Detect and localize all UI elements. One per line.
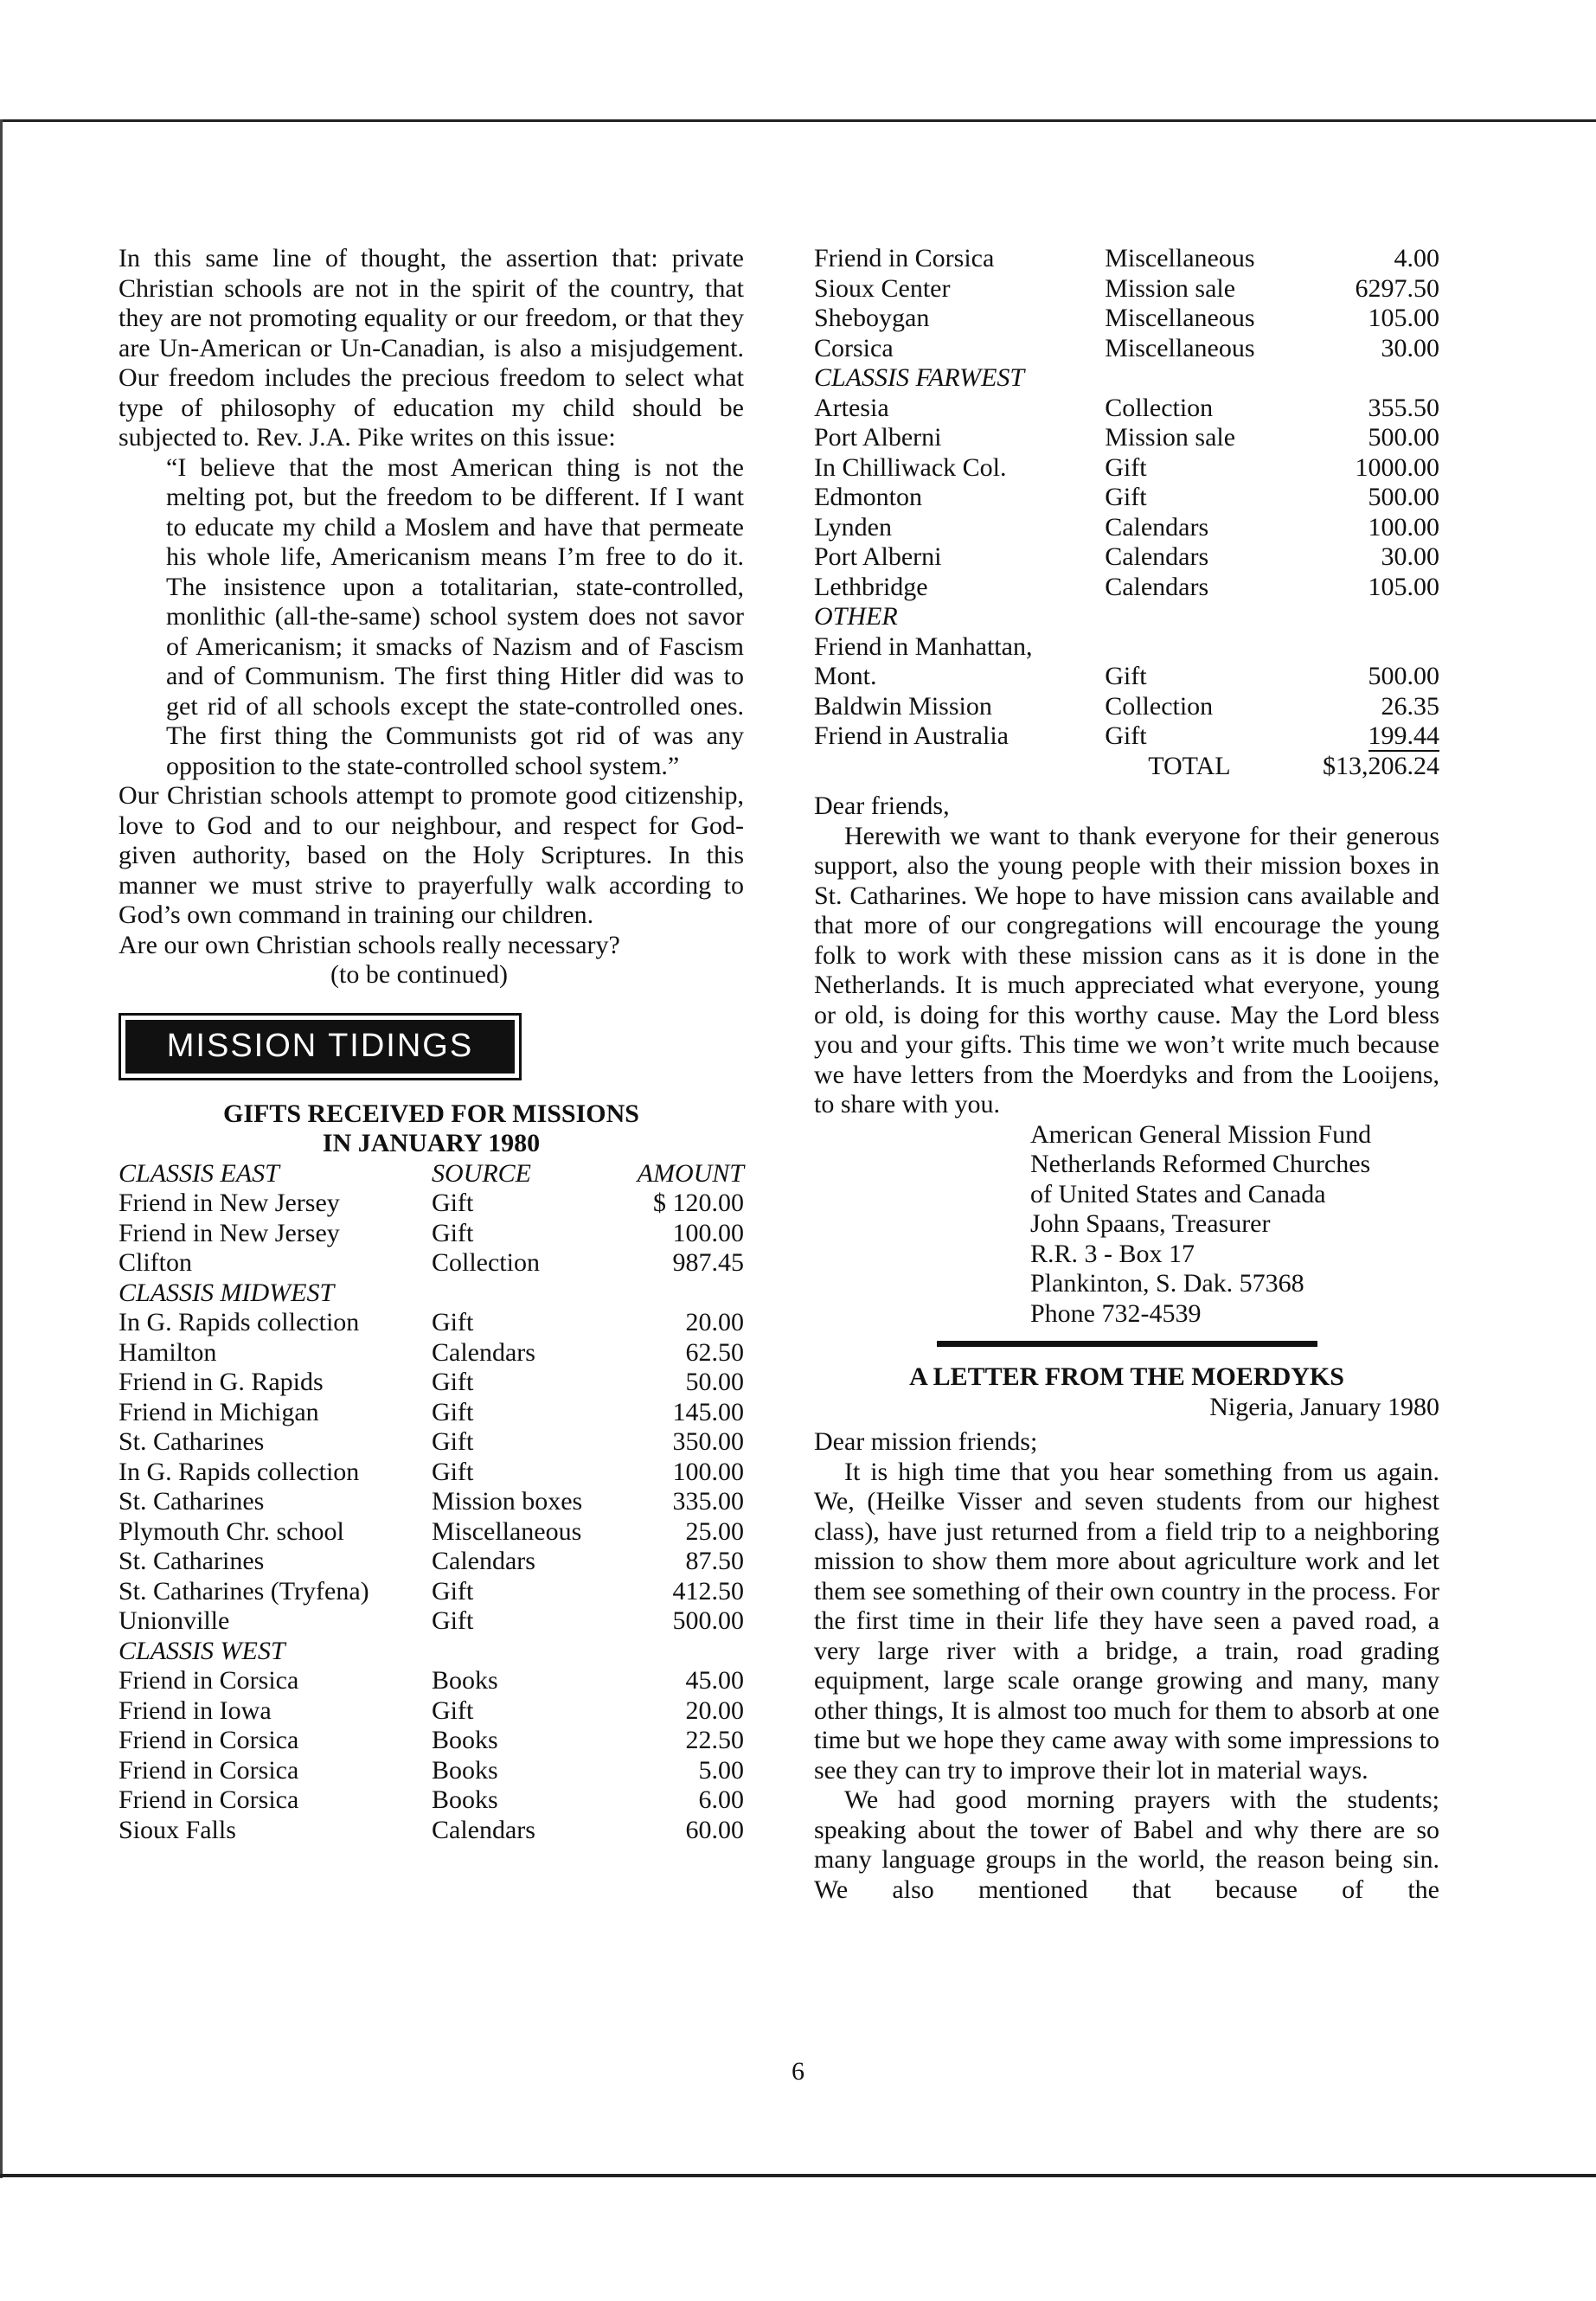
donor-source: Miscellaneous bbox=[432, 1516, 582, 1546]
donor-name: Baldwin Mission bbox=[814, 691, 992, 721]
letter-paragraph-1: It is high time that you hear something from us again. We, (Heilke Visser and seven students from our highest class), have just returned from a field trip to a neighboring mission to show them more about agriculture work and let them see something of their own country in the process. For the first time in their life they have seen a paved road, a very large river with a bridge, a train, road grading equipment, large scale orange growing and many, many other things, It is almost too much for them to absorb at one time but we hope they came away with some impressions to see they can try to improve their lot in material ways. bbox=[814, 1457, 1439, 1785]
table-row bbox=[814, 721, 1439, 752]
total-row bbox=[814, 752, 1439, 782]
signature-line: Netherlands Reformed Churches bbox=[1030, 1150, 1371, 1178]
donor-source: Gift bbox=[432, 1368, 474, 1396]
donor-amount: 87.50 bbox=[685, 1547, 744, 1575]
pike-quote: “I believe that the most American thing is not the melting pot, but the freedom to be different. If I want to educate my child a Moslem and have that permeate his whole life, Americanism means I’m free to do it. The insistence upon a totalitarian, state-controlled, monlithic (all-the-same) school system does not savor of Americanism; it smacks of Nazism and of Fascism and of Communism. The first thing Hitler did was to get rid of all schools except the state-controlled ones. The first thing the Communists got rid of was any opposition to the state-controlled school system.” bbox=[166, 452, 744, 780]
signature-line: American General Mission Fund bbox=[1030, 1119, 1372, 1149]
donor-amount-cell bbox=[1323, 721, 1439, 752]
table-row bbox=[119, 1458, 744, 1488]
donor-source: Miscellaneous bbox=[1105, 244, 1255, 272]
donor-amount: 25.00 bbox=[685, 1516, 744, 1546]
midwest-rows bbox=[119, 1308, 744, 1637]
donor-source: Mission sale bbox=[1105, 273, 1236, 303]
donor-name: Friend in Corsica bbox=[119, 1726, 299, 1754]
letter-heading: A LETTER FROM THE MOERDYKS bbox=[909, 1362, 1344, 1391]
donor-name: Friend in New Jersey bbox=[119, 1218, 340, 1247]
table-row bbox=[814, 632, 1439, 663]
gifts-heading-line-2: IN JANUARY 1980 bbox=[322, 1129, 541, 1157]
donor-source: Gift bbox=[432, 1218, 474, 1247]
section-label-row bbox=[814, 363, 1439, 394]
gifts-heading-line-1: GIFTS RECEIVED FOR MISSIONS bbox=[223, 1099, 639, 1128]
donor-name: St. Catharines (Tryfena) bbox=[119, 1576, 369, 1606]
donor-amount: 30.00 bbox=[1381, 542, 1439, 571]
donor-source: Collection bbox=[1105, 393, 1214, 422]
section-label-row bbox=[814, 602, 1439, 632]
table-row bbox=[814, 513, 1439, 543]
donor-amount: 50.00 bbox=[685, 1368, 744, 1396]
mission-tidings-banner bbox=[119, 1013, 522, 1080]
total-label: TOTAL bbox=[1148, 751, 1231, 780]
donor-amount: 20.00 bbox=[685, 1695, 744, 1725]
table-row bbox=[119, 1427, 744, 1458]
left-column bbox=[119, 244, 744, 1845]
right-column bbox=[814, 244, 1439, 1905]
west-rows bbox=[119, 1666, 744, 1845]
donor-name: Friend in Corsica bbox=[119, 1785, 299, 1814]
question-line: Are our own Christian schools really necessary? bbox=[119, 930, 620, 959]
donor-source: Gift bbox=[432, 1397, 474, 1426]
donor-source: Collection bbox=[432, 1248, 540, 1277]
donor-amount: 145.00 bbox=[672, 1397, 744, 1426]
donor-source: Books bbox=[432, 1726, 498, 1754]
table-row bbox=[119, 1189, 744, 1219]
donor-source: Collection bbox=[1105, 691, 1214, 721]
donor-amount: 26.35 bbox=[1381, 691, 1439, 721]
table-row bbox=[814, 662, 1439, 692]
donor-source: Mission boxes bbox=[432, 1487, 583, 1516]
donor-name-cont: Mont. bbox=[814, 662, 877, 690]
donor-source: Books bbox=[432, 1666, 498, 1695]
donor-name: Friend in Corsica bbox=[119, 1755, 299, 1785]
donor-amount: 100.00 bbox=[672, 1457, 744, 1486]
classis-farwest-label: CLASSIS FARWEST bbox=[814, 363, 1025, 392]
donor-amount: 30.00 bbox=[1381, 333, 1439, 362]
donor-source: Calendars bbox=[432, 1815, 535, 1844]
scan-border-left bbox=[0, 119, 3, 2178]
table-row bbox=[119, 1248, 744, 1279]
closing-paragraph: Our Christian schools attempt to promote good citizenship, love to God and to our neighbour, and respect for God-given authority, based on the Holy Scriptures. In this manner we must strive to prayerfully walk according to God’s own command in training our children. bbox=[119, 781, 744, 929]
donor-name: Friend in Michigan bbox=[119, 1397, 319, 1426]
signature-line: John Spaans, Treasurer bbox=[1030, 1209, 1271, 1238]
table-row bbox=[119, 1398, 744, 1428]
signature-line: Plankinton, S. Dak. 57368 bbox=[1030, 1269, 1304, 1298]
donor-name: In G. Rapids collection bbox=[119, 1308, 360, 1336]
donor-name: In G. Rapids collection bbox=[119, 1457, 360, 1486]
total-amount: $13,206.24 bbox=[1323, 751, 1439, 780]
donor-amount: 20.00 bbox=[685, 1308, 744, 1336]
gifts-table-right bbox=[814, 244, 1439, 781]
scan-border-bottom bbox=[0, 2174, 1596, 2177]
table-row bbox=[814, 244, 1439, 274]
donor-name: Friend in Iowa bbox=[119, 1695, 272, 1725]
donor-name: Friend in New Jersey bbox=[119, 1189, 340, 1217]
table-row bbox=[814, 304, 1439, 334]
section-divider bbox=[937, 1341, 1317, 1347]
donor-source: Miscellaneous bbox=[1105, 304, 1255, 332]
donor-name: Port Alberni bbox=[814, 542, 942, 571]
table-row bbox=[119, 1666, 744, 1696]
table-row bbox=[814, 334, 1439, 364]
donor-name: St. Catharines bbox=[119, 1427, 265, 1456]
section-label-row bbox=[119, 1279, 744, 1309]
donor-name: St. Catharines bbox=[119, 1547, 265, 1575]
donor-source: Books bbox=[432, 1785, 498, 1814]
letter-salutation: Dear mission friends; bbox=[814, 1427, 1038, 1456]
donor-amount: 500.00 bbox=[1368, 423, 1439, 452]
donor-name: Plymouth Chr. school bbox=[119, 1516, 344, 1546]
donor-source: Gift bbox=[1105, 662, 1147, 690]
donor-amount: 22.50 bbox=[685, 1726, 744, 1754]
table-row bbox=[119, 1606, 744, 1637]
donor-source: Gift bbox=[1105, 483, 1147, 511]
letter-paragraph-2: We had good morning prayers with the students; speaking about the tower of Babel and why there are so many language groups in the world, the reason being sin. We also mentioned that because of the bbox=[814, 1785, 1439, 1904]
donor-amount: 335.00 bbox=[672, 1487, 744, 1516]
donor-name: Sheboygan bbox=[814, 304, 930, 332]
donor-amount: 105.00 bbox=[1368, 572, 1439, 601]
donor-amount: 100.00 bbox=[1368, 512, 1439, 542]
table-header-row bbox=[119, 1159, 744, 1189]
donor-source: Miscellaneous bbox=[1105, 333, 1255, 362]
donor-amount: 5.00 bbox=[698, 1755, 744, 1785]
donor-amount: 350.00 bbox=[672, 1427, 744, 1456]
donor-amount: 500.00 bbox=[1368, 483, 1439, 511]
donor-source: Gift bbox=[432, 1576, 474, 1606]
donor-amount: 100.00 bbox=[672, 1218, 744, 1247]
donor-name: Friend in Corsica bbox=[119, 1666, 299, 1695]
table-row bbox=[119, 1785, 744, 1816]
donor-amount: 62.50 bbox=[685, 1337, 744, 1367]
amount-header: AMOUNT bbox=[637, 1158, 744, 1188]
donor-name: Friend in G. Rapids bbox=[119, 1368, 324, 1396]
scan-border-top bbox=[0, 119, 1596, 122]
table-row bbox=[119, 1547, 744, 1577]
donor-name: Sioux Falls bbox=[119, 1815, 236, 1844]
donor-source: Gift bbox=[432, 1189, 474, 1217]
signature-block bbox=[814, 1120, 1439, 1330]
west-continued-rows bbox=[814, 244, 1439, 363]
donor-amount: 6297.50 bbox=[1355, 273, 1439, 303]
table-row bbox=[814, 274, 1439, 304]
classis-west-label: CLASSIS WEST bbox=[119, 1636, 285, 1665]
donor-amount: 500.00 bbox=[1368, 662, 1439, 690]
donor-amount: 6.00 bbox=[698, 1785, 744, 1814]
other-label: OTHER bbox=[814, 602, 898, 631]
table-row bbox=[814, 573, 1439, 603]
donor-amount: 60.00 bbox=[685, 1815, 744, 1844]
thanks-paragraph: Herewith we want to thank everyone for their generous support, also the young people with their mission boxes in St. Catharines. We hope to have mission cans available and that more of our congregations will encourage the young folk to work with these mission cans as it is done in the Netherlands. It is much appreciated what everyone, young or old, is doing for this worthy cause. May the Lord bless you and your gifts. This time we won’t write much because we have letters from the Moerdyks and from the Looijens, to share with you. bbox=[814, 821, 1439, 1118]
donor-amount: 45.00 bbox=[685, 1666, 744, 1695]
donor-name: Port Alberni bbox=[814, 423, 942, 452]
table-row bbox=[119, 1338, 744, 1368]
signature-line: R.R. 3 - Box 17 bbox=[1030, 1239, 1195, 1268]
donor-source: Calendars bbox=[1105, 542, 1209, 571]
table-row bbox=[119, 1308, 744, 1338]
donor-name: Sioux Center bbox=[814, 273, 951, 303]
donor-source: Mission sale bbox=[1105, 423, 1236, 452]
donor-name: Lethbridge bbox=[814, 572, 928, 601]
east-rows bbox=[119, 1189, 744, 1279]
table-row bbox=[119, 1219, 744, 1249]
donor-source: Calendars bbox=[432, 1547, 535, 1575]
table-row bbox=[814, 453, 1439, 484]
donor-name: Friend in Manhattan, bbox=[814, 631, 1033, 661]
banner-label: MISSION TIDINGS bbox=[125, 1020, 515, 1074]
donor-name: In Chilliwack Col. bbox=[814, 452, 1007, 482]
table-row bbox=[119, 1487, 744, 1517]
donor-amount: 500.00 bbox=[672, 1606, 744, 1635]
to-be-continued: (to be continued) bbox=[330, 960, 508, 989]
table-row bbox=[119, 1517, 744, 1548]
donor-name: Clifton bbox=[119, 1248, 193, 1277]
classis-east-label: CLASSIS EAST bbox=[119, 1158, 279, 1188]
donor-source: Gift bbox=[432, 1427, 474, 1456]
donor-amount: 355.50 bbox=[1368, 393, 1439, 422]
donor-amount: 987.45 bbox=[672, 1248, 744, 1277]
salutation: Dear friends, bbox=[814, 792, 950, 820]
donor-amount: 4.00 bbox=[1394, 244, 1439, 272]
donor-source: Gift bbox=[1105, 452, 1147, 482]
table-row bbox=[814, 483, 1439, 513]
table-row bbox=[814, 542, 1439, 573]
signature-line: of United States and Canada bbox=[1030, 1179, 1326, 1208]
classis-midwest-label: CLASSIS MIDWEST bbox=[119, 1278, 335, 1307]
signature-line: Phone 732-4539 bbox=[1030, 1298, 1202, 1328]
table-row bbox=[119, 1368, 744, 1398]
table-row bbox=[814, 423, 1439, 453]
donor-amount: 105.00 bbox=[1368, 304, 1439, 332]
donor-amount: $ 120.00 bbox=[653, 1189, 744, 1217]
table-row bbox=[119, 1816, 744, 1846]
donor-source: Calendars bbox=[432, 1337, 535, 1367]
table-row bbox=[814, 394, 1439, 424]
donor-amount: 199.44 bbox=[1368, 721, 1439, 750]
page-number: 6 bbox=[792, 2057, 804, 2086]
donor-source: Gift bbox=[1105, 721, 1147, 750]
letter-place-date: Nigeria, January 1980 bbox=[1209, 1392, 1439, 1421]
other-rows bbox=[814, 692, 1439, 722]
donor-source: Gift bbox=[432, 1308, 474, 1336]
table-row bbox=[119, 1726, 744, 1756]
table-row bbox=[814, 692, 1439, 722]
donor-source: Gift bbox=[432, 1695, 474, 1725]
donor-name: Lynden bbox=[814, 512, 892, 542]
donor-name: Corsica bbox=[814, 333, 894, 362]
donor-source: Books bbox=[432, 1755, 498, 1785]
table-row bbox=[119, 1756, 744, 1786]
source-header: SOURCE bbox=[432, 1158, 531, 1188]
donor-amount: 412.50 bbox=[672, 1576, 744, 1606]
donor-name: Edmonton bbox=[814, 483, 922, 511]
donor-source: Gift bbox=[432, 1606, 474, 1635]
donor-source: Gift bbox=[432, 1457, 474, 1486]
donor-source: Calendars bbox=[1105, 512, 1209, 542]
farwest-rows bbox=[814, 394, 1439, 603]
donor-name: St. Catharines bbox=[119, 1487, 265, 1516]
donor-name: Unionville bbox=[119, 1606, 230, 1635]
donor-name: Friend in Australia bbox=[814, 721, 1009, 750]
section-label-row bbox=[119, 1637, 744, 1667]
gifts-table-left bbox=[119, 1159, 744, 1846]
table-row bbox=[119, 1577, 744, 1607]
donor-source: Calendars bbox=[1105, 572, 1209, 601]
donor-name: Hamilton bbox=[119, 1337, 217, 1367]
table-row bbox=[119, 1696, 744, 1727]
donor-amount: 1000.00 bbox=[1355, 452, 1439, 482]
donor-name: Friend in Corsica bbox=[814, 244, 995, 272]
intro-paragraph: In this same line of thought, the assertion that: private Christian schools are not in the spirit of the country, that they are not promoting equality or our freedom, or that they are Un-American or Un-Canadian, is also a misjudgement. Our freedom includes the precious freedom to select what type of philosophy of education my child should be subjected to. Rev. J.A. Pike writes on this issue: bbox=[119, 244, 744, 452]
donor-name: Artesia bbox=[814, 393, 889, 422]
